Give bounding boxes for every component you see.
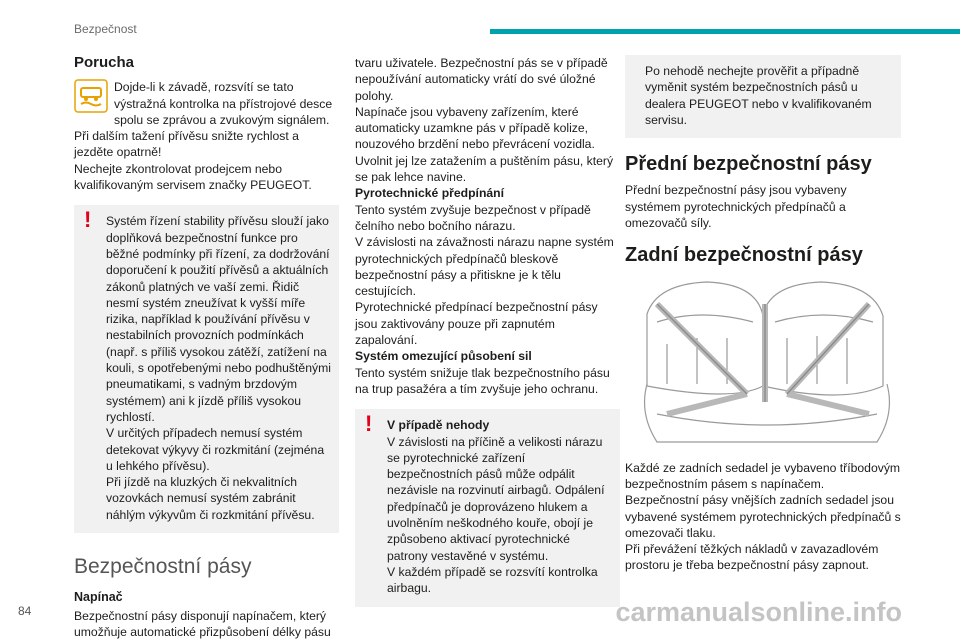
napinac-text-cont: tvaru uživatele. Bezpečnostní pás se v případě nepoužívání automaticky vrátí do své úložné polohy. <box>355 56 608 103</box>
warning-text-1: Systém řízení stability přívěsu slouží jako doplňková bezpečnostní funkce pro běžné podmínky při řízení, za dodržování doporučení k použití přívěsů a aktuálních zákonů platných ve vaší zemi. Řidič nesmí systém zneužívat k vyšší míře rizika, například k používání přívěsu v nestabilních provozních podmínkách (např. s příliš vysokou zátěží, zatížení na kouli, s opotřebenými nebo podhuštěnými pneumatikami, s vadným brzdovým systémem) ani k jízdě příliš vysokou rychlostí. <box>106 214 331 424</box>
warning-accident-text-1: V závislosti na příčině a velikosti nárazu se pyrotechnické zařízení bezpečnostních pásů může odpálit nezávisle na rozvinutí airbagů. Odpálení předpínačů je doprovázeno hlukem a uvolněním neškodného kouře, obojí je způsobeno aktivací pyrotechnické patrony vestavěné v systému. <box>387 434 605 563</box>
rear-seat-belt-illustration <box>637 274 899 450</box>
warning-icon: ! <box>84 207 92 233</box>
column-middle <box>355 55 620 607</box>
rear-belts-text-2: Bezpečnostní pásy vnějších zadních sedadel jsou vybavené systémem pyrotechnických předpínačů s omezovači tlaku. <box>625 493 901 540</box>
front-belts-text: Přední bezpečnostní pásy jsou vybaveny systémem pyrotechnických předpínačů a omezovačů síly. <box>625 183 847 231</box>
napinac-lock-text: Napínače jsou vybaveny zařízením, které automaticky uzamkne pás v případě kolize, nouzového brzdění nebo převrácení vozidla. Uvolnit jej lze zatažením a puštěním pásu, který se pak lehce navine. <box>355 104 614 185</box>
porucha-text-1: Dojde-li k závadě, rozsvítí se tato výstražná kontrolka na přístrojové desce spolu se zprávou a zvukovým signálem. <box>114 80 333 127</box>
rear-belts-text-1: Každé ze zadních sedadel je vybaveno tříbodovým bezpečnostním pásem s napínačem. <box>625 460 901 491</box>
warning-accident-text-2: V každém případě se rozsvítí kontrolka airbagu. <box>387 564 598 596</box>
column-left <box>74 55 339 640</box>
heading-front-belts: Přední bezpečnostní pásy <box>625 153 872 176</box>
warning-text-3: Při jízdě na kluzkých či nekvalitních vozovkách nemusí systém zabránit náhlým výkyvům či rozkmitání přívěsu. <box>106 475 315 522</box>
porucha-text-2: Při dalším tažení přívěsu snižte rychlost a jezděte opatrně! <box>74 129 299 160</box>
header-accent-bar <box>490 29 960 34</box>
force-limiter-text: Tento systém snižuje tlak bezpečnostního pásu na trup pasažéra a tím zvyšuje jeho ochranu. <box>355 365 610 396</box>
pyro-text-3: Pyrotechnické předpínací bezpečnostní pásy jsou zaktivovány pouze při zapnutém zapalování. <box>355 300 598 348</box>
trailer-stability-warning-icon <box>74 79 108 113</box>
watermark: carmanualsonline.info <box>615 597 902 627</box>
page-number: 84 <box>18 604 32 618</box>
heading-napinac: Napínač <box>74 590 123 605</box>
heading-force-limiter: Systém omezující působení sil <box>355 349 532 364</box>
heading-rear-belts: Zadní bezpečnostní pásy <box>625 244 863 267</box>
running-header: Bezpečnost <box>74 22 137 36</box>
warning-text-2: V určitých případech nemusí systém detekovat výkyvy či rozkmitání (zejména u lehkého přívěsu). <box>106 426 325 473</box>
porucha-text-3: Nechejte zkontrolovat prodejcem nebo kvalifikovaným servisem značky PEUGEOT. <box>74 161 312 193</box>
heading-porucha: Porucha <box>74 54 135 71</box>
heading-pyro: Pyrotechnické předpínání <box>355 186 504 201</box>
warning-box-accident <box>355 409 620 606</box>
note-box-inspection <box>625 55 901 138</box>
column-right <box>625 55 901 574</box>
warning-accident-heading: V případě nehody <box>387 418 490 433</box>
warning-icon: ! <box>365 411 373 437</box>
section-title-seatbelts: Bezpečnostní pásy <box>74 555 252 579</box>
inspection-note: Po nehodě nechejte prověřit a případně vyměnit systém bezpečnostních pásů u dealera PEUGEOT nebo v kvalifikovaném servisu. <box>645 64 872 127</box>
rear-belts-text-3: Při převážení těžkých nákladů v zavazadlovém prostoru je třeba bezpečnostní pásy zapnout. <box>625 542 879 573</box>
pyro-text-1: Tento systém zvyšuje bezpečnost v případě čelního nebo bočního nárazu. <box>355 202 591 233</box>
napinac-text: Bezpečnostní pásy disponují napínačem, který umožňuje automatické přizpůsobení délky pásu <box>74 608 331 639</box>
warning-box-stability <box>74 205 339 533</box>
pyro-text-2: V závislosti na závažnosti nárazu napne systém pyrotechnických předpínačů bleskově bezpečnostní pásy a přitiskne je k tělu cestujících. <box>355 235 614 299</box>
